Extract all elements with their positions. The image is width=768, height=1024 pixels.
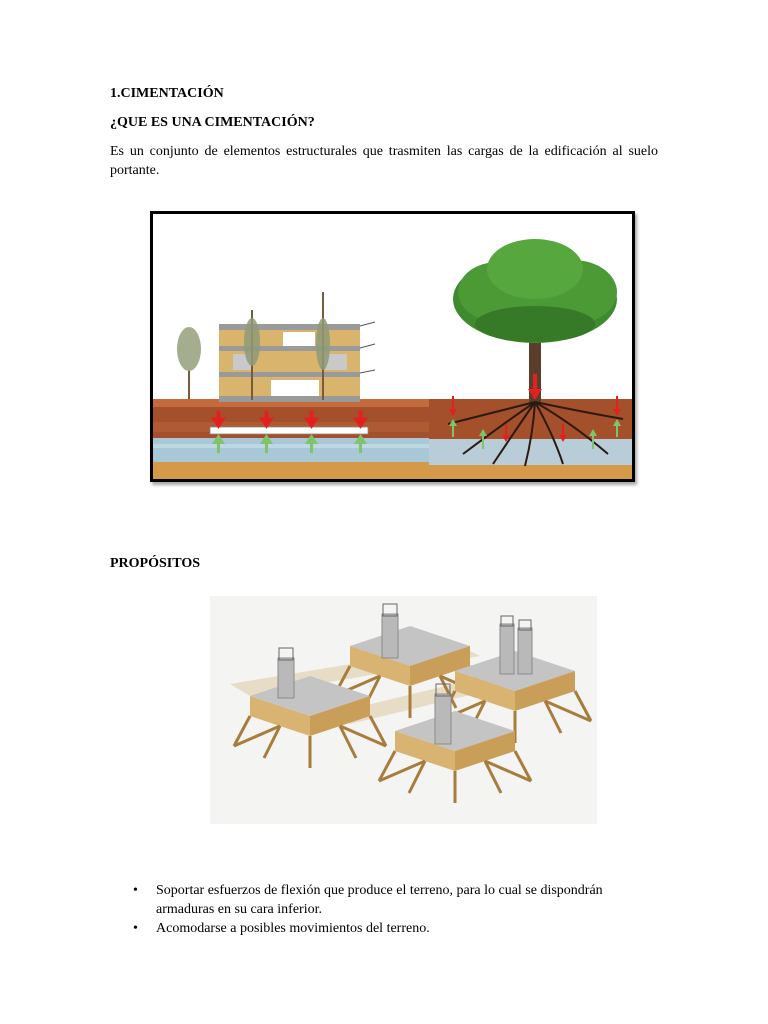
purposes-heading: PROPÓSITOS <box>110 556 200 571</box>
footing-frame-4 <box>379 711 531 803</box>
definition-paragraph: Es un conjunto de elementos estructurales que trasmiten las cargas de la edificación al suelo portante. <box>110 144 658 178</box>
foundation-slab <box>210 427 368 434</box>
bullet-icon: • <box>133 921 138 936</box>
list-item-text: Soportar esfuerzos de flexión que produce el terreno, para lo cual se dispondrán armaduras en su cara inferior. <box>156 883 603 917</box>
purposes-list <box>110 881 658 938</box>
bullet-icon: • <box>133 883 138 898</box>
foundation-comparison-figure <box>150 211 635 482</box>
foundation-illustration <box>153 214 632 479</box>
list-item-text: Acomodarse a posibles movimientos del terreno. <box>156 921 430 936</box>
question-heading: ¿QUE ES UNA CIMENTACIÓN? <box>110 115 315 130</box>
formwork-illustration <box>210 596 597 824</box>
formwork-figure <box>210 596 597 824</box>
list-item <box>110 919 658 938</box>
section-title: 1.CIMENTACIÓN <box>110 86 224 101</box>
list-item <box>110 881 658 919</box>
